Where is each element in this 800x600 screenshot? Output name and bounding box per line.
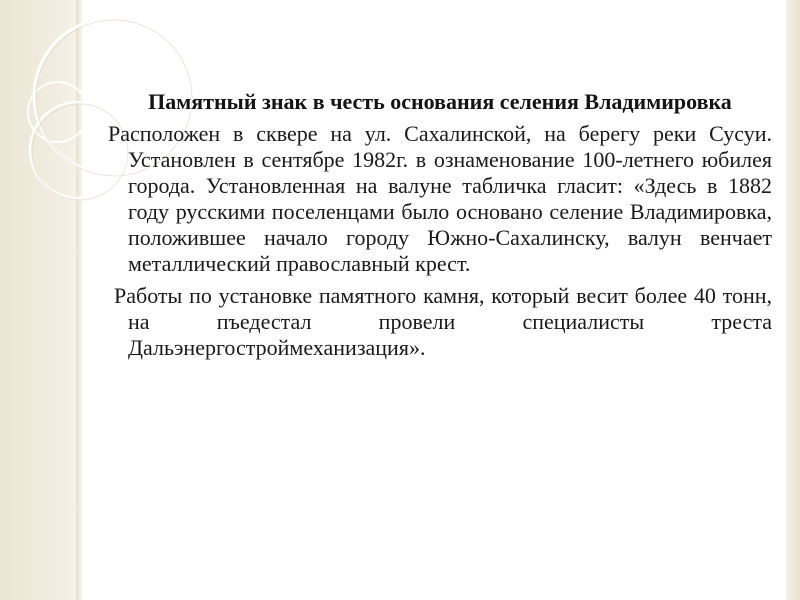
slide-title: Памятный знак в честь основания селения Владимировка xyxy=(148,89,732,114)
slide-content xyxy=(108,88,772,361)
left-decor-band xyxy=(0,0,76,600)
right-decor-band xyxy=(786,0,800,600)
left-band-edge xyxy=(76,0,82,600)
paragraph-location: Расположен в сквере на ул. Сахалинской, на берегу реки Сусуи. Установлен в сентябре 1982г. в ознаменование 100-летнего юбилея города. Установленная на валуне табличка гласит: «Здесь в 1882 году русскими поселенцами было основано селение Владимировка, положившее начало городу Южно-Сахалинску, валун венчает металлический православный крест. xyxy=(108,121,772,276)
paragraph-installation: Работы по установке памятного камня, который весит более 40 тонн, на пъедестал провели специалисты треста Дальэнергостроймеханизация». xyxy=(114,283,772,360)
